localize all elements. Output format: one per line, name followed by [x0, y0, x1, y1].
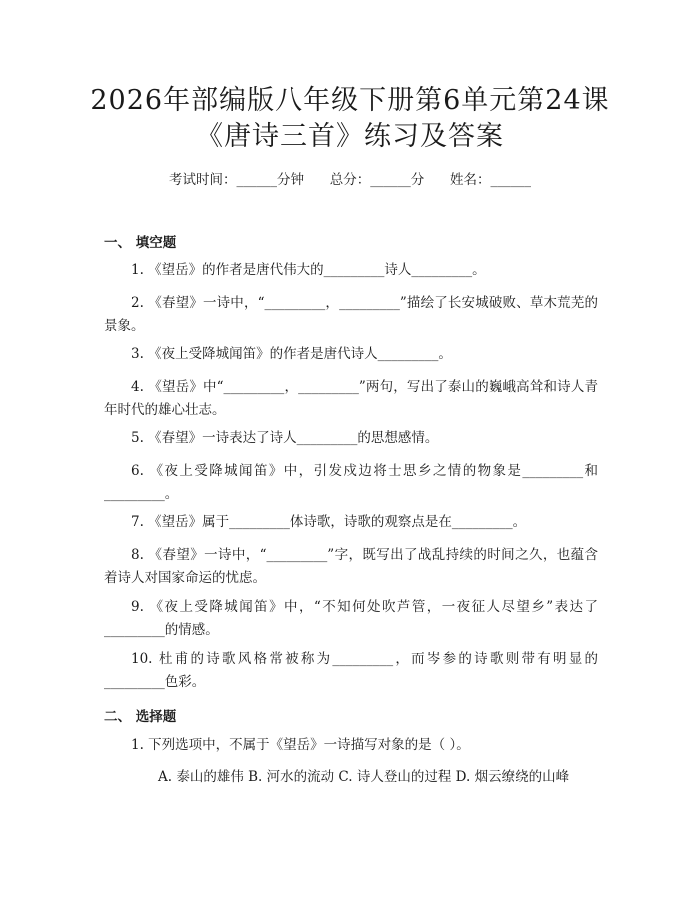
question-item: 7. 《望岳》属于_________体诗歌，诗歌的观察点是在_________。 [131, 514, 527, 530]
section-heading-choice: 二、 选择题 [104, 709, 177, 725]
question-item: 1. 《望岳》的作者是唐代伟大的_________诗人_________。 [131, 262, 486, 278]
exam-meta-info: 考试时间：______分钟 总分：______分 姓名：______ [169, 172, 531, 188]
question-item: 8. 《春望》一诗中，“_________”字，既写出了战乱持续的时间之久，也蕴含着诗人对国家命运的忧虑。 [104, 547, 598, 586]
choice-question: 1. 下列选项中，不属于《望岳》一诗描写对象的是（ ）。 [131, 737, 470, 753]
document-title-line2: 《唐诗三首》练习及答案 [196, 121, 504, 152]
question-item: 5. 《春望》一诗表达了诗人_________的思想感情。 [131, 430, 439, 446]
question-item: 9. 《夜上受降城闻笛》中，“不知何处吹芦管，一夜征人尽望乡”表达了_________的情感。 [104, 599, 598, 638]
question-item: 3. 《夜上受降城闻笛》的作者是唐代诗人_________。 [131, 346, 452, 362]
question-item: 2. 《春望》一诗中，“_________，_________”描绘了长安城破败、草木荒芜的景象。 [104, 295, 598, 334]
document-title-line1: 2026年部编版八年级下册第6单元第24课 [90, 85, 610, 116]
question-item: 10. 杜甫的诗歌风格常被称为_________，而岑参的诗歌则带有明显的_________色彩。 [104, 651, 598, 690]
question-item: 4. 《望岳》中“_________，_________”两句，写出了泰山的巍峨高耸和诗人青年时代的雄心壮志。 [104, 379, 598, 418]
section-heading-fill-blank: 一、 填空题 [104, 235, 177, 251]
question-item: 6. 《夜上受降城闻笛》中，引发戍边将士思乡之情的物象是_________和_________。 [104, 463, 598, 502]
choice-options: A. 泰山的雄伟 B. 河水的流动 C. 诗人登山的过程 D. 烟云缭绕的山峰 [158, 769, 570, 785]
